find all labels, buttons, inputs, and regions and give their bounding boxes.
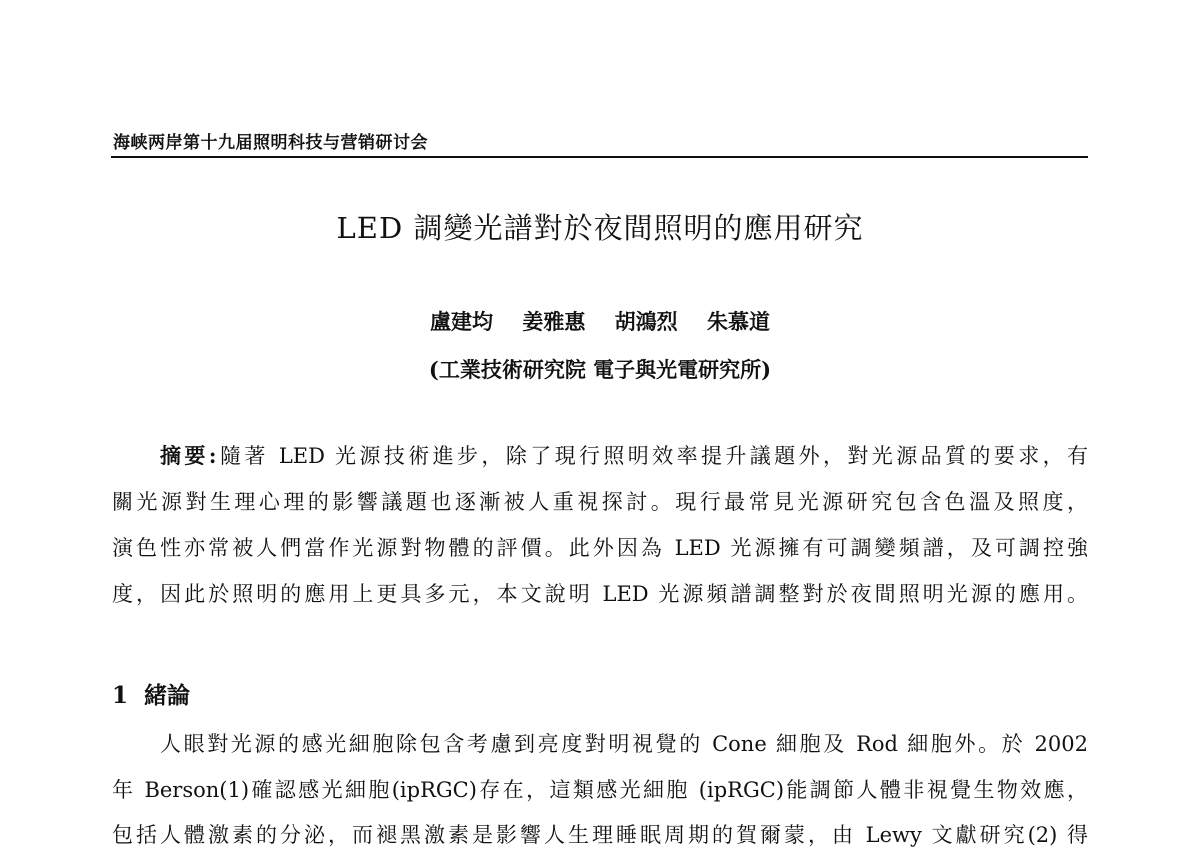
abstract-line: 關光源對生理心理的影響議題也逐漸被人重視探討。現行最常見光源研究包含色溫及照度， — [112, 490, 1088, 514]
body-line: 年 Berson(1)確認感光細胞(ipRGC)存在，這類感光細胞 (ipRGC)能調節人體非視覺生物效應， — [112, 778, 1088, 802]
abstract-line — [112, 441, 1088, 471]
abstract-label: 摘要: — [160, 443, 217, 468]
affiliation: (工業技術研究院 電子與光電研究所) — [428, 357, 772, 382]
abstract-line: 演色性亦常被人們當作光源對物體的評價。此外因為 LED 光源擁有可調變頻譜，及可調控強 — [112, 536, 1088, 560]
author-name: 盧建均 — [430, 309, 494, 334]
body-line: 包括人體激素的分泌，而褪黑激素是影響人生理睡眠周期的賀爾蒙，由 Lewy 文獻研究(2) 得 — [112, 823, 1088, 847]
abstract-text: 隨著 LED 光源技術進步，除了現行照明效率提升議題外，對光源品質的要求，有 — [216, 444, 1088, 468]
section-title: 緒論 — [144, 682, 191, 709]
header-rule — [111, 156, 1088, 158]
abstract-line: 度，因此於照明的應用上更具多元，本文說明 LED 光源頻譜調整對於夜間照明光源的應用。 — [112, 582, 1088, 606]
author-name: 胡鴻烈 — [614, 309, 678, 334]
section-number: 1 — [112, 682, 129, 709]
body-line: 人眼對光源的感光細胞除包含考慮到亮度對明視覺的 Cone 細胞及 Rod 細胞外。於 2002 — [160, 732, 1088, 756]
author-list — [0, 306, 1200, 336]
author-name: 朱慕道 — [706, 309, 770, 334]
section-heading — [112, 677, 190, 710]
author-name: 姜雅惠 — [522, 309, 586, 334]
running-header: 海峡两岸第十九届照明科技与营销研讨会 — [113, 133, 428, 153]
paper-title: LED 調變光譜對於夜間照明的應用研究 — [336, 211, 864, 245]
